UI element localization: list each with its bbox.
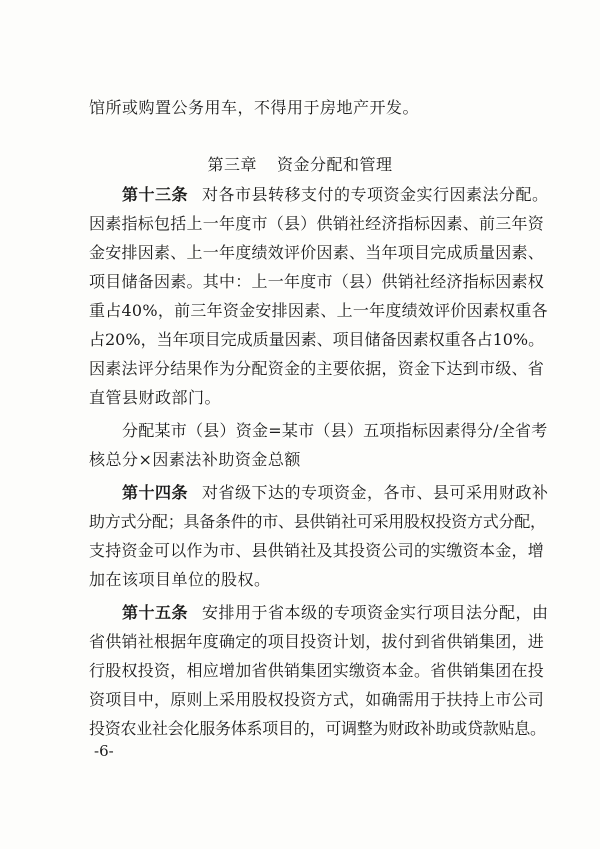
article-15-label: 第十五条 bbox=[122, 603, 189, 622]
text-line: 占20%，当年项目完成质量因素、项目储备因素权重各占10%。 bbox=[89, 330, 545, 349]
text-line: 金安排因素、上一年度绩效评价因素、当年项目完成质量因素、 bbox=[89, 243, 545, 262]
article-13-first-line bbox=[122, 185, 549, 205]
chapter-number: 第三章 bbox=[207, 155, 257, 174]
text-line: 直管县财政部门。 bbox=[89, 388, 222, 407]
formula-line: 核总分×因素法补助资金总额 bbox=[89, 450, 301, 469]
text-line: 安排用于省本级的专项资金实行项目法分配，由 bbox=[202, 603, 549, 622]
text-line: 行股权投资，相应增加省供销集团实缴资本金。省供销集团在投 bbox=[89, 661, 545, 680]
article-14-first-line bbox=[122, 483, 549, 503]
text-line: 因素法评分结果作为分配资金的主要依据，资金下达到市级、省 bbox=[89, 359, 545, 378]
article-13-label: 第十三条 bbox=[122, 185, 189, 204]
text-line: 助方式分配；具备条件的市、县供销社可采用股权投资方式分配， bbox=[89, 512, 546, 531]
text-line: 对省级下达的专项资金，各市、县可采用财政补 bbox=[202, 483, 549, 502]
text-line: 投资农业社会化服务体系项目的，可调整为财政补助或贷款贴息。 bbox=[89, 719, 546, 738]
text-line: 支持资金可以作为市、县供销社及其投资公司的实缴资本金，增 bbox=[89, 541, 545, 560]
text-line: 重占40%，前三年资金安排因素、上一年度绩效评价因素权重各 bbox=[89, 301, 548, 320]
text-line: 对各市县转移支付的专项资金实行因素法分配。 bbox=[202, 185, 549, 204]
text-line: 项目储备因素。其中：上一年度市（县）供销社经济指标因素权 bbox=[89, 272, 545, 291]
formula-line: 分配某市（县）资金=某市（县）五项指标因素得分/全省考 bbox=[122, 421, 548, 440]
text-line: 馆所或购置公务用车，不得用于房地产开发。 bbox=[89, 98, 420, 117]
chapter-heading bbox=[0, 155, 600, 175]
article-15-first-line bbox=[122, 603, 549, 623]
text-line: 加在该项目单位的股权。 bbox=[89, 570, 271, 589]
article-14-label: 第十四条 bbox=[122, 483, 189, 502]
text-line: 省供销社根据年度确定的项目投资计划，拔付到省供销集团，进 bbox=[89, 632, 545, 651]
text-line: 因素指标包括上一年度市（县）供销社经济指标因素、前三年资 bbox=[89, 214, 545, 233]
text-line: 资项目中，原则上采用股权投资方式，如确需用于扶持上市公司 bbox=[89, 690, 545, 709]
chapter-title: 资金分配和管理 bbox=[277, 155, 393, 174]
page-number: -6- bbox=[94, 742, 114, 760]
